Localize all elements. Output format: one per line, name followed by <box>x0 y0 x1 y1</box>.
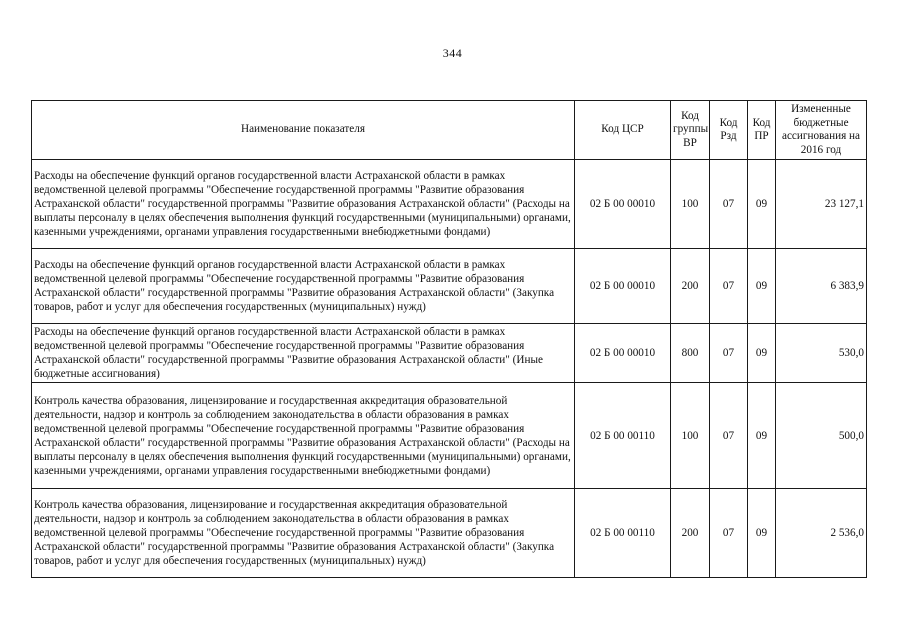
row-name: Контроль качества образования, лицензирование и государственная аккредитация образовательной деятельности, надзор и контроль за соблюдением законодательства в области образования в рамках ведомственной целевой программы "Обеспечение государственной программы "Развитие образования Астраханской области" государственной программы "Развитие образования Астраханской области" (Закупка товаров, работ и услуг для обеспечения государственных (муниципальных) нужд) <box>32 489 575 578</box>
row-amount: 23 127,1 <box>776 160 867 249</box>
row-pr-code: 09 <box>748 249 776 324</box>
row-amount: 500,0 <box>776 383 867 489</box>
table-header-row <box>32 101 867 160</box>
table-row <box>32 249 867 324</box>
row-pr-code: 09 <box>748 383 776 489</box>
row-name: Расходы на обеспечение функций органов государственной власти Астраханской области в рамках ведомственной целевой программы "Обеспечение государственной программы "Развитие образования Астраханской области" государственной программы "Развитие образования Астраханской области" (Иные бюджетные ассигнования) <box>32 324 575 383</box>
row-rzd-code: 07 <box>710 383 748 489</box>
budget-table <box>31 100 867 578</box>
row-pr-code: 09 <box>748 160 776 249</box>
row-rzd-code: 07 <box>710 249 748 324</box>
row-amount: 2 536,0 <box>776 489 867 578</box>
table-row <box>32 383 867 489</box>
header-vr-code: Код группы ВР <box>671 101 710 160</box>
row-name: Расходы на обеспечение функций органов государственной власти Астраханской области в рамках ведомственной целевой программы "Обеспечение государственной программы "Развитие образования Астраханской области" государственной программы "Развитие образования Астраханской области" (Закупка товаров, работ и услуг для обеспечения государственных (муниципальных) нужд) <box>32 249 575 324</box>
row-vr-code: 100 <box>671 383 710 489</box>
row-vr-code: 200 <box>671 249 710 324</box>
row-pr-code: 09 <box>748 489 776 578</box>
row-name: Контроль качества образования, лицензирование и государственная аккредитация образовательной деятельности, надзор и контроль за соблюдением законодательства в области образования в рамках ведомственной целевой программы "Обеспечение государственной программы "Развитие образования Астраханской области" государственной программы "Развитие образования Астраханской области" (Расходы на выплаты персоналу в целях обеспечения выполнения функций государственными (муниципальными) органами, казенными учреждениями, органами управления государственными внебюджетными фондами) <box>32 383 575 489</box>
header-name: Наименование показателя <box>32 101 575 160</box>
table-row <box>32 489 867 578</box>
header-csr-code: Код ЦСР <box>575 101 671 160</box>
table-row <box>32 324 867 383</box>
row-amount: 530,0 <box>776 324 867 383</box>
row-csr-code: 02 Б 00 00010 <box>575 324 671 383</box>
page-number: 344 <box>442 46 463 60</box>
row-vr-code: 200 <box>671 489 710 578</box>
row-csr-code: 02 Б 00 00010 <box>575 160 671 249</box>
row-pr-code: 09 <box>748 324 776 383</box>
table-row <box>32 160 867 249</box>
row-rzd-code: 07 <box>710 489 748 578</box>
row-csr-code: 02 Б 00 00110 <box>575 489 671 578</box>
row-rzd-code: 07 <box>710 324 748 383</box>
row-vr-code: 100 <box>671 160 710 249</box>
row-vr-code: 800 <box>671 324 710 383</box>
row-amount: 6 383,9 <box>776 249 867 324</box>
header-pr-code: Код ПР <box>748 101 776 160</box>
row-rzd-code: 07 <box>710 160 748 249</box>
header-rzd-code: Код Рзд <box>710 101 748 160</box>
row-csr-code: 02 Б 00 00010 <box>575 249 671 324</box>
row-name: Расходы на обеспечение функций органов государственной власти Астраханской области в рамках ведомственной целевой программы "Обеспечение государственной программы "Развитие образования Астраханской области" государственной программы "Развитие образования Астраханской области" (Расходы на выплаты персоналу в целях обеспечения выполнения функций государственными (муниципальными) органами, казенными учреждениями, органами управления государственными внебюджетными фондами) <box>32 160 575 249</box>
row-csr-code: 02 Б 00 00110 <box>575 383 671 489</box>
header-budget-amount: Измененные бюджетные ассигнования на 2016 год <box>776 101 867 160</box>
